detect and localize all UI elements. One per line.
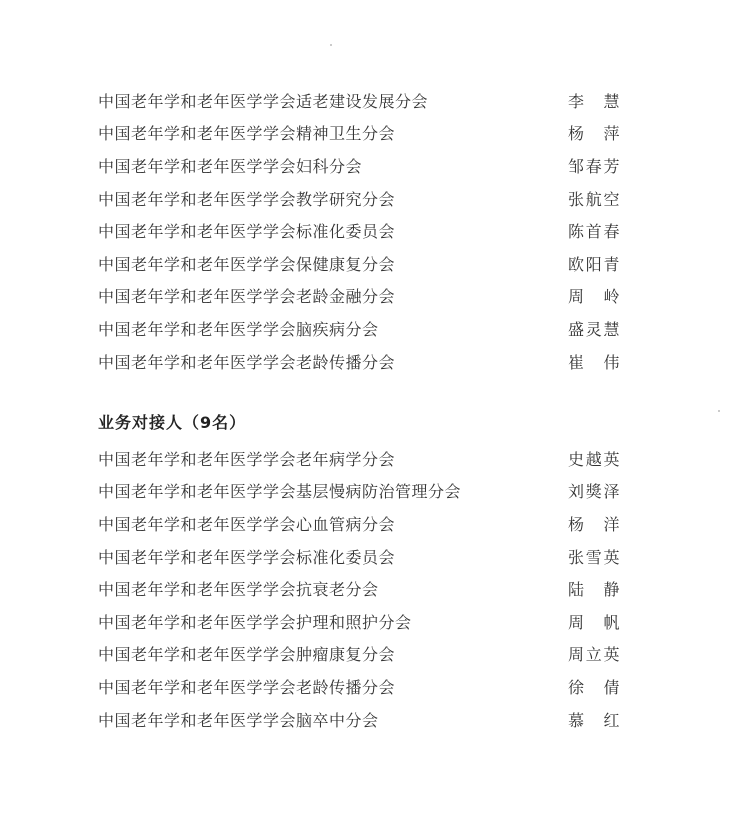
organization-name: 中国老年学和老年医学学会老龄传播分会 [98,352,396,372]
person-name: 周岭 [568,287,620,307]
list-item [98,638,620,671]
person-name: 崔伟 [568,352,620,372]
person-name: 史越英 [568,449,620,469]
person-name: 刘獎泽 [568,482,620,502]
organization-name: 中国老年学和老年医学学会适老建设发展分会 [98,91,429,111]
list-item [98,312,620,345]
person-name: 杨洋 [568,514,620,534]
contact-list-top [98,84,620,377]
organization-name: 中国老年学和老年医学学会老龄金融分会 [98,287,396,307]
list-item [98,442,620,475]
list-item [98,475,620,508]
person-name: 欧阳青 [568,254,620,274]
person-name: 张雪英 [568,547,620,567]
organization-name: 中国老年学和老年医学学会心血管病分会 [98,514,396,534]
organization-name: 中国老年学和老年医学学会脑卒中分会 [98,710,379,730]
person-name: 周帆 [568,612,620,632]
scan-speck [718,410,720,412]
person-name: 陈首春 [568,222,620,242]
organization-name: 中国老年学和老年医学学会老年病学分会 [98,449,396,469]
person-name: 周立英 [568,645,620,665]
contact-list-business [98,442,620,735]
list-item [98,214,620,247]
organization-name: 中国老年学和老年医学学会保健康复分会 [98,254,396,274]
list-item [98,572,620,605]
person-name: 徐倩 [568,677,620,697]
organization-name: 中国老年学和老年医学学会抗衰老分会 [98,580,379,600]
person-name: 慕红 [568,710,620,730]
organization-name: 中国老年学和老年医学学会老龄传播分会 [98,677,396,697]
organization-name: 中国老年学和老年医学学会基层慢病防治管理分会 [98,482,462,502]
list-item [98,703,620,736]
list-item [98,117,620,150]
list-item [98,345,620,378]
list-item [98,84,620,117]
organization-name: 中国老年学和老年医学学会精神卫生分会 [98,124,396,144]
organization-name: 中国老年学和老年医学学会标准化委员会 [98,222,396,242]
person-name: 张航空 [568,189,620,209]
organization-name: 中国老年学和老年医学学会护理和照护分会 [98,612,412,632]
person-name: 盛灵慧 [568,319,620,339]
list-item [98,247,620,280]
section-heading: 业务对接人（9名） [98,413,247,432]
list-item [98,605,620,638]
list-item [98,182,620,215]
scan-speck [330,44,332,46]
person-name: 李慧 [568,91,620,111]
list-item [98,507,620,540]
organization-name: 中国老年学和老年医学学会脑疾病分会 [98,319,379,339]
person-name: 陆静 [568,580,620,600]
list-item [98,280,620,313]
person-name: 邹春芳 [568,156,620,176]
list-item [98,540,620,573]
person-name: 杨萍 [568,124,620,144]
organization-name: 中国老年学和老年医学学会教学研究分会 [98,189,396,209]
list-item [98,670,620,703]
list-item [98,149,620,182]
organization-name: 中国老年学和老年医学学会标准化委员会 [98,547,396,567]
organization-name: 中国老年学和老年医学学会妇科分会 [98,156,363,176]
organization-name: 中国老年学和老年医学学会肿瘤康复分会 [98,645,396,665]
